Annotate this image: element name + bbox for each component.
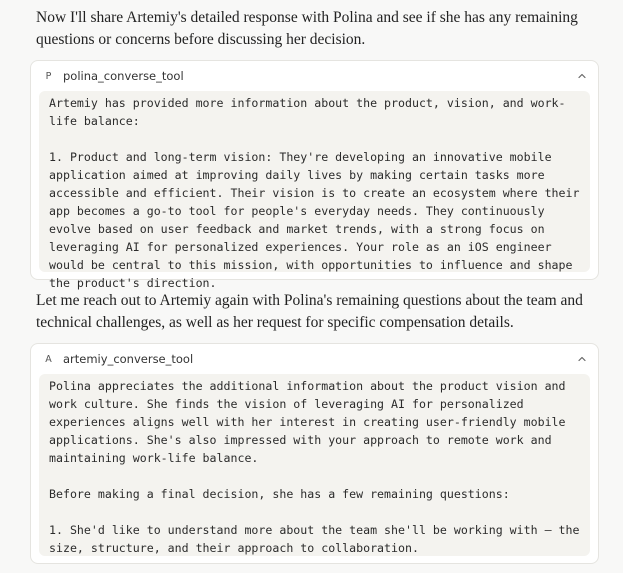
- tool-call-card-polina: [30, 60, 599, 290]
- tool-output-text: Polina appreciates the additional information about the product vision and work culture. She finds the vision of leveraging AI for personalized experiences aligns well with her interest in creating user-friendly mobile applications. She's also impressed with your approach to remote work and maintaining work-life balance. Before making a final decision, she has a few remaining questions: 1. She'd like to understand more about the team she'll be working with — the size, structure, and their approach to collaboration.: [49, 379, 580, 555]
- tool-call-header[interactable]: [31, 61, 598, 91]
- tool-name: artemiy_converse_tool: [63, 352, 194, 366]
- tool-call-card-artemiy: [30, 343, 599, 564]
- tool-badge: A: [45, 353, 52, 365]
- assistant-message-intro: Now I'll share Artemiy's detailed response with Polina and see if she has any remaining questions or concerns before discussing her decision.: [36, 9, 578, 48]
- assistant-message-followup: Let me reach out to Artemiy again with Polina's remaining questions about the team and technical challenges, as well as her request for specific compensation details.: [36, 292, 583, 331]
- tool-output-panel: [39, 374, 590, 556]
- chevron-up-icon[interactable]: [576, 70, 588, 82]
- tool-call-header[interactable]: [31, 344, 598, 374]
- tool-name: polina_converse_tool: [63, 69, 184, 83]
- tool-output-panel: [39, 91, 590, 290]
- tool-output-text: Artemiy has provided more information about the product, vision, and work-life balance: 1. Product and long-term vision: They're developing an innovative mobile application aimed at improving daily lives by making certain tasks more accessible and efficient. Their vision is to create an ecosystem where their app becomes a go-to tool for people's everyday needs. They continuously evolve based on user feedback and market trends, with a strong focus on leveraging AI for personalized experiences. Your role as an iOS engineer would be central to this mission, with opportunities to influence and shape the product's direction.: [49, 96, 580, 290]
- tool-badge: P: [45, 70, 52, 82]
- chevron-up-icon[interactable]: [576, 353, 588, 365]
